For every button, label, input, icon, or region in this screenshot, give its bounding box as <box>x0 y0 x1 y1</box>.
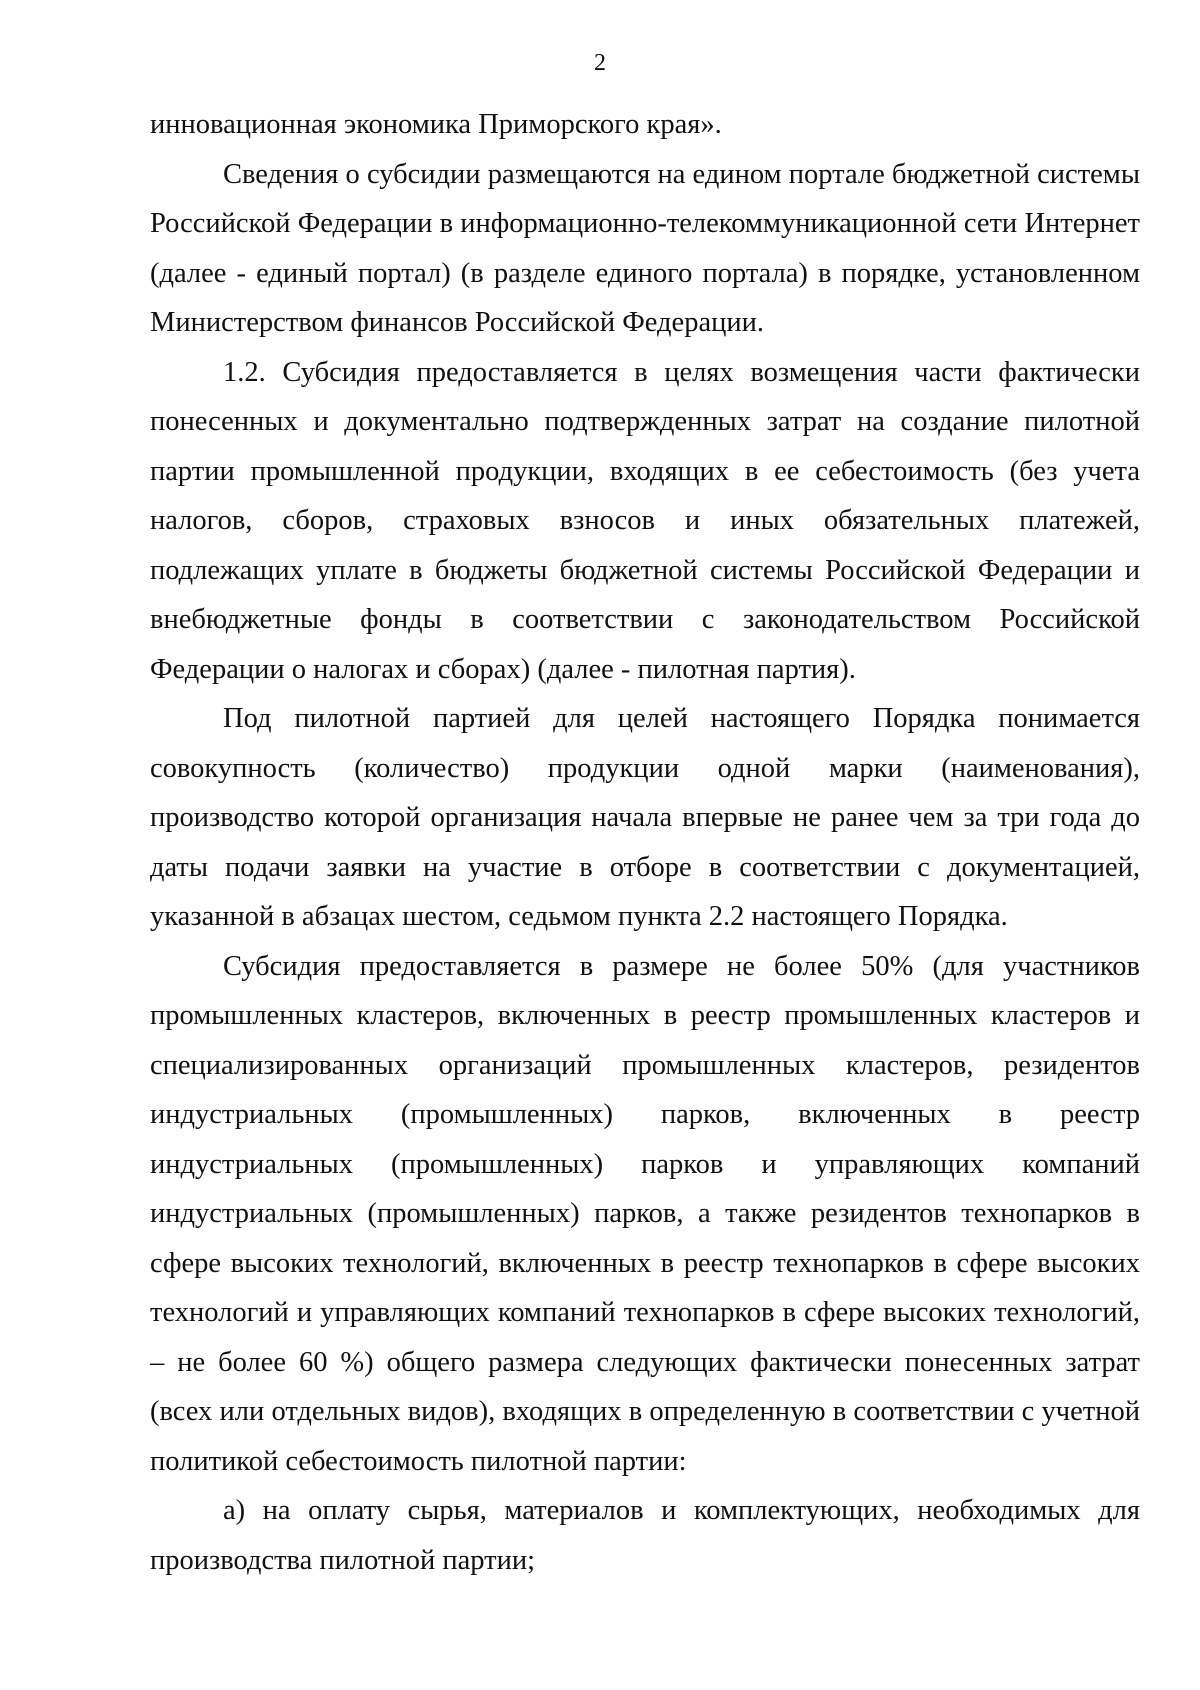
paragraph-pilot-batch-definition: Под пилотной партией для целей настоящего Порядка понимается совокупность (количество) продукции одной марки (наименования), производство которой организация начала впервые не ранее чем за три года до даты подачи заявки на участие в отборе в соответствии с документацией, указанной в абзацах шестом, седьмом пункта 2.2 настоящего Порядка. <box>150 703 1140 932</box>
page-number: 2 <box>594 50 606 76</box>
document-body <box>150 100 1140 1585</box>
paragraph-subsidy-info: Сведения о субсидии размещаются на едином портале бюджетной системы Российской Федерации в информационно-телекоммуникационной сети Интернет (далее - единый портал) (в разделе единого портала) в порядке, установленном Министерством финансов Российской Федерации. <box>150 158 1140 338</box>
paragraph-clause-1-2: 1.2. Субсидия предоставляется в целях возмещения части фактически понесенных и документально подтвержденных затрат на создание пилотной партии промышленной продукции, входящих в ее себестоимость (без учета налогов, сборов, страховых взносов и иных обязательных платежей, подлежащих уплате в бюджеты бюджетной системы Российской Федерации и внебюджетные фонды в соответствии с законодательством Российской Федерации о налогах и сборах) (далее - пилотная партия). <box>150 356 1140 685</box>
paragraph-continuation: инновационная экономика Приморского края». <box>150 109 722 140</box>
paragraph-subsidy-amount: Субсидия предоставляется в размере не более 50% (для участников промышленных кластеров, включенных в реестр промышленных кластеров и специализированных организаций промышленных кластеров, резидентов индустриальных (промышленных) парков, включенных в реестр индустриальных (промышленных) парков и управляющих компаний индустриальных (промышленных) парков, а также резидентов технопарков в сфере высоких технологий, включенных в реестр технопарков в сфере высоких технологий и управляющих компаний технопарков в сфере высоких технологий, – не более 60 %) общего размера следующих фактически понесенных затрат (всех или отдельных видов), входящих в определенную в соответствии с учетной политикой себестоимость пилотной партии: <box>150 950 1140 1477</box>
paragraph-item-a: а) на оплату сырья, материалов и комплектующих, необходимых для производства пилотной партии; <box>150 1495 1140 1576</box>
